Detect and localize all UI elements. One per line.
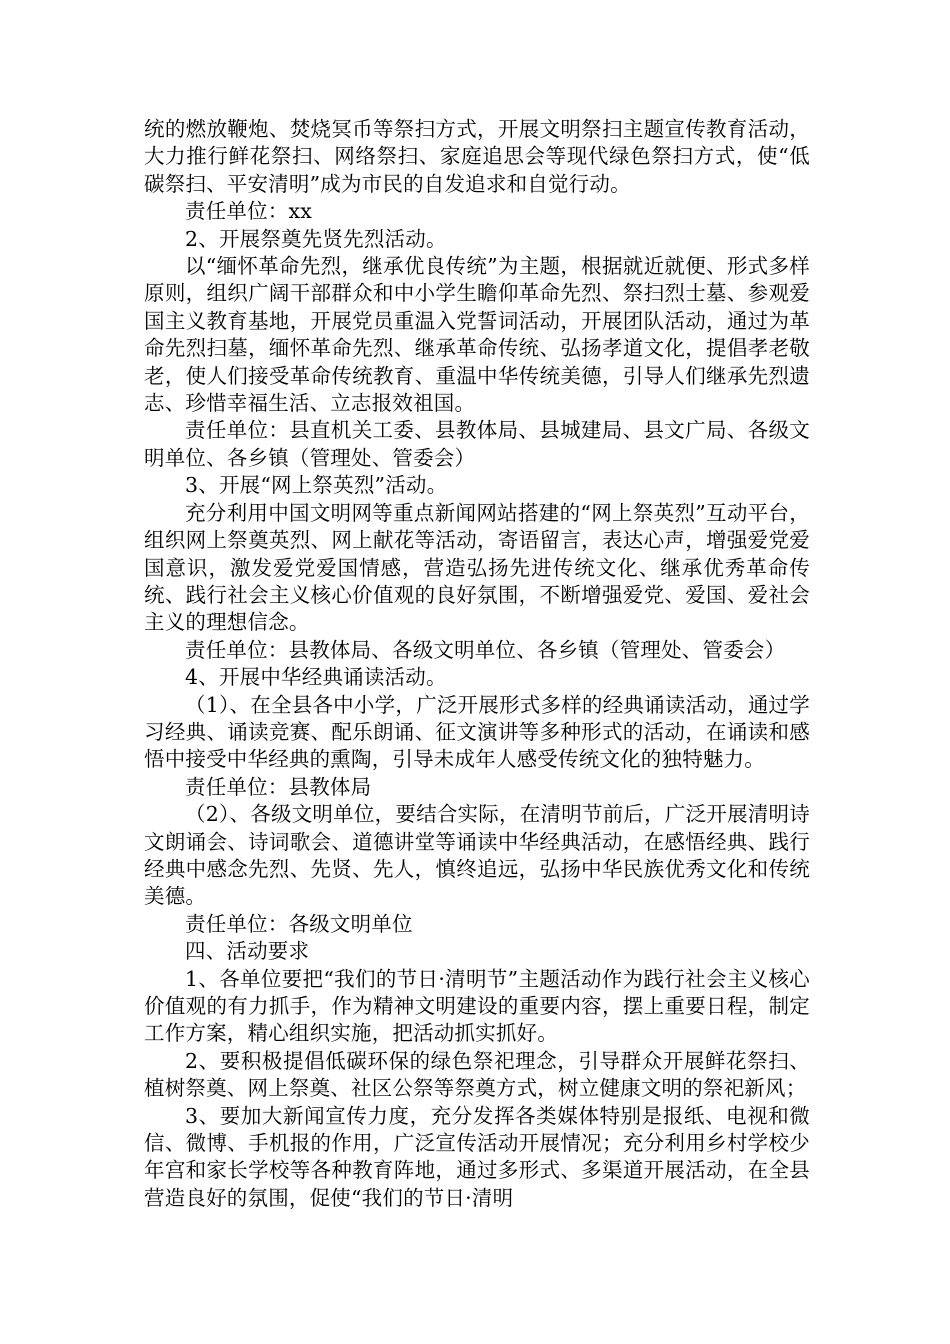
responsible-unit-line: 责任单位：县直机关工委、县教体局、县城建局、县文广局、各级文明单位、各乡镇（管理处、管委会） [144,418,810,470]
responsible-unit-line: 责任单位：县教体局 [185,774,372,799]
paragraph-body: 充分利用中国文明网等重点新闻网站搭建的“网上祭英烈”互动平台，组织网上祭奠英烈、网上献花等活动，寄语留言，表达心声，增强爱党爱国意识，激发爱党爱国情感，营造弘扬先进传统文化、继承优秀革命传统、践行社会主义核心价值观的良好氛围，不断增强爱党、爱国、爱社会主义的理想信念。 [144,500,810,635]
paragraph-body: 2、要积极提倡低碳环保的绿色祭祀理念，引导群众开展鲜花祭扫、植树祭奠、网上祭奠、社区公祭等祭奠方式，树立健康文明的祭祀新风； [144,1048,810,1101]
paragraph-body: （1）、在全县各中小学，广泛开展形式多样的经典诵读活动，通过学习经典、诵读竞赛、配乐朗诵、征文演讲等多种形式的活动，在诵读和感悟中接受中华经典的熏陶，引导未成年人感受传统文化的独特魅力。 [144,692,810,772]
paragraph-continuation: 统的燃放鞭炮、焚烧冥币等祭扫方式，开展文明祭扫主题宣传教育活动，大力推行鲜花祭扫、网络祭扫、家庭追思会等现代绿色祭扫方式，使“低碳祭扫、平安清明”成为市民的自发追求和自觉行动。 [144,117,810,196]
section-heading-requirements: 四、活动要求 [185,939,310,964]
responsible-unit-line: 责任单位：xx [185,199,313,224]
paragraph-body: 1、各单位要把“我们的节日·清明节”主题活动作为践行社会主义核心价值观的有力抓手，作为精神文明建设的重要内容，摆上重要日程，制定工作方案，精心组织实施，把活动抓实抓好。 [144,966,810,1046]
paragraph-body: 以“缅怀革命先烈，继承优良传统”为主题，根据就近就便、形式多样原则，组织广阔干部群众和中小学生瞻仰革命先烈、祭扫烈士墓、参观爱国主义教育基地，开展党员重温入党誓词活动，开展团队活动，通过为革命先烈扫墓，缅怀革命先烈、继承革命传统、弘扬孝道文化，提倡孝老敬老，使人们接受革命传统教育、重温中华传统美德，引导人们继承先烈遗志、珍惜幸福生活、立志报效祖国。 [144,254,810,416]
paragraph-body: 3、要加大新闻宣传力度，充分发挥各类媒体特别是报纸、电视和微信、微博、手机报的作用，广泛宣传活动开展情况；充分利用乡村学校少年宫和家长学校等各种教育阵地，通过多形式、多渠道开展活动，在全县营造良好的氛围，促使“我们的节日·清明 [144,1103,810,1210]
responsible-unit-line: 责任单位：县教体局、各级文明单位、各乡镇（管理处、管委会） [185,637,786,662]
section-heading-3: 3、开展“网上祭英烈”活动。 [185,473,448,498]
responsible-unit-line: 责任单位：各级文明单位 [185,911,413,936]
paragraph-body: （2）、各级文明单位，要结合实际，在清明节前后，广泛开展清明诗文朗诵会、诗词歌会、道德讲堂等诵读中华经典活动，在感悟经典、践行经典中感念先烈、先贤、先人，慎终追远，弘扬中华民族优秀文化和传统美德。 [144,802,810,909]
document-page [144,116,810,1212]
section-heading-4: 4、开展中华经典诵读活动。 [185,665,447,690]
section-heading-2: 2、开展祭奠先贤先烈活动。 [185,226,447,251]
